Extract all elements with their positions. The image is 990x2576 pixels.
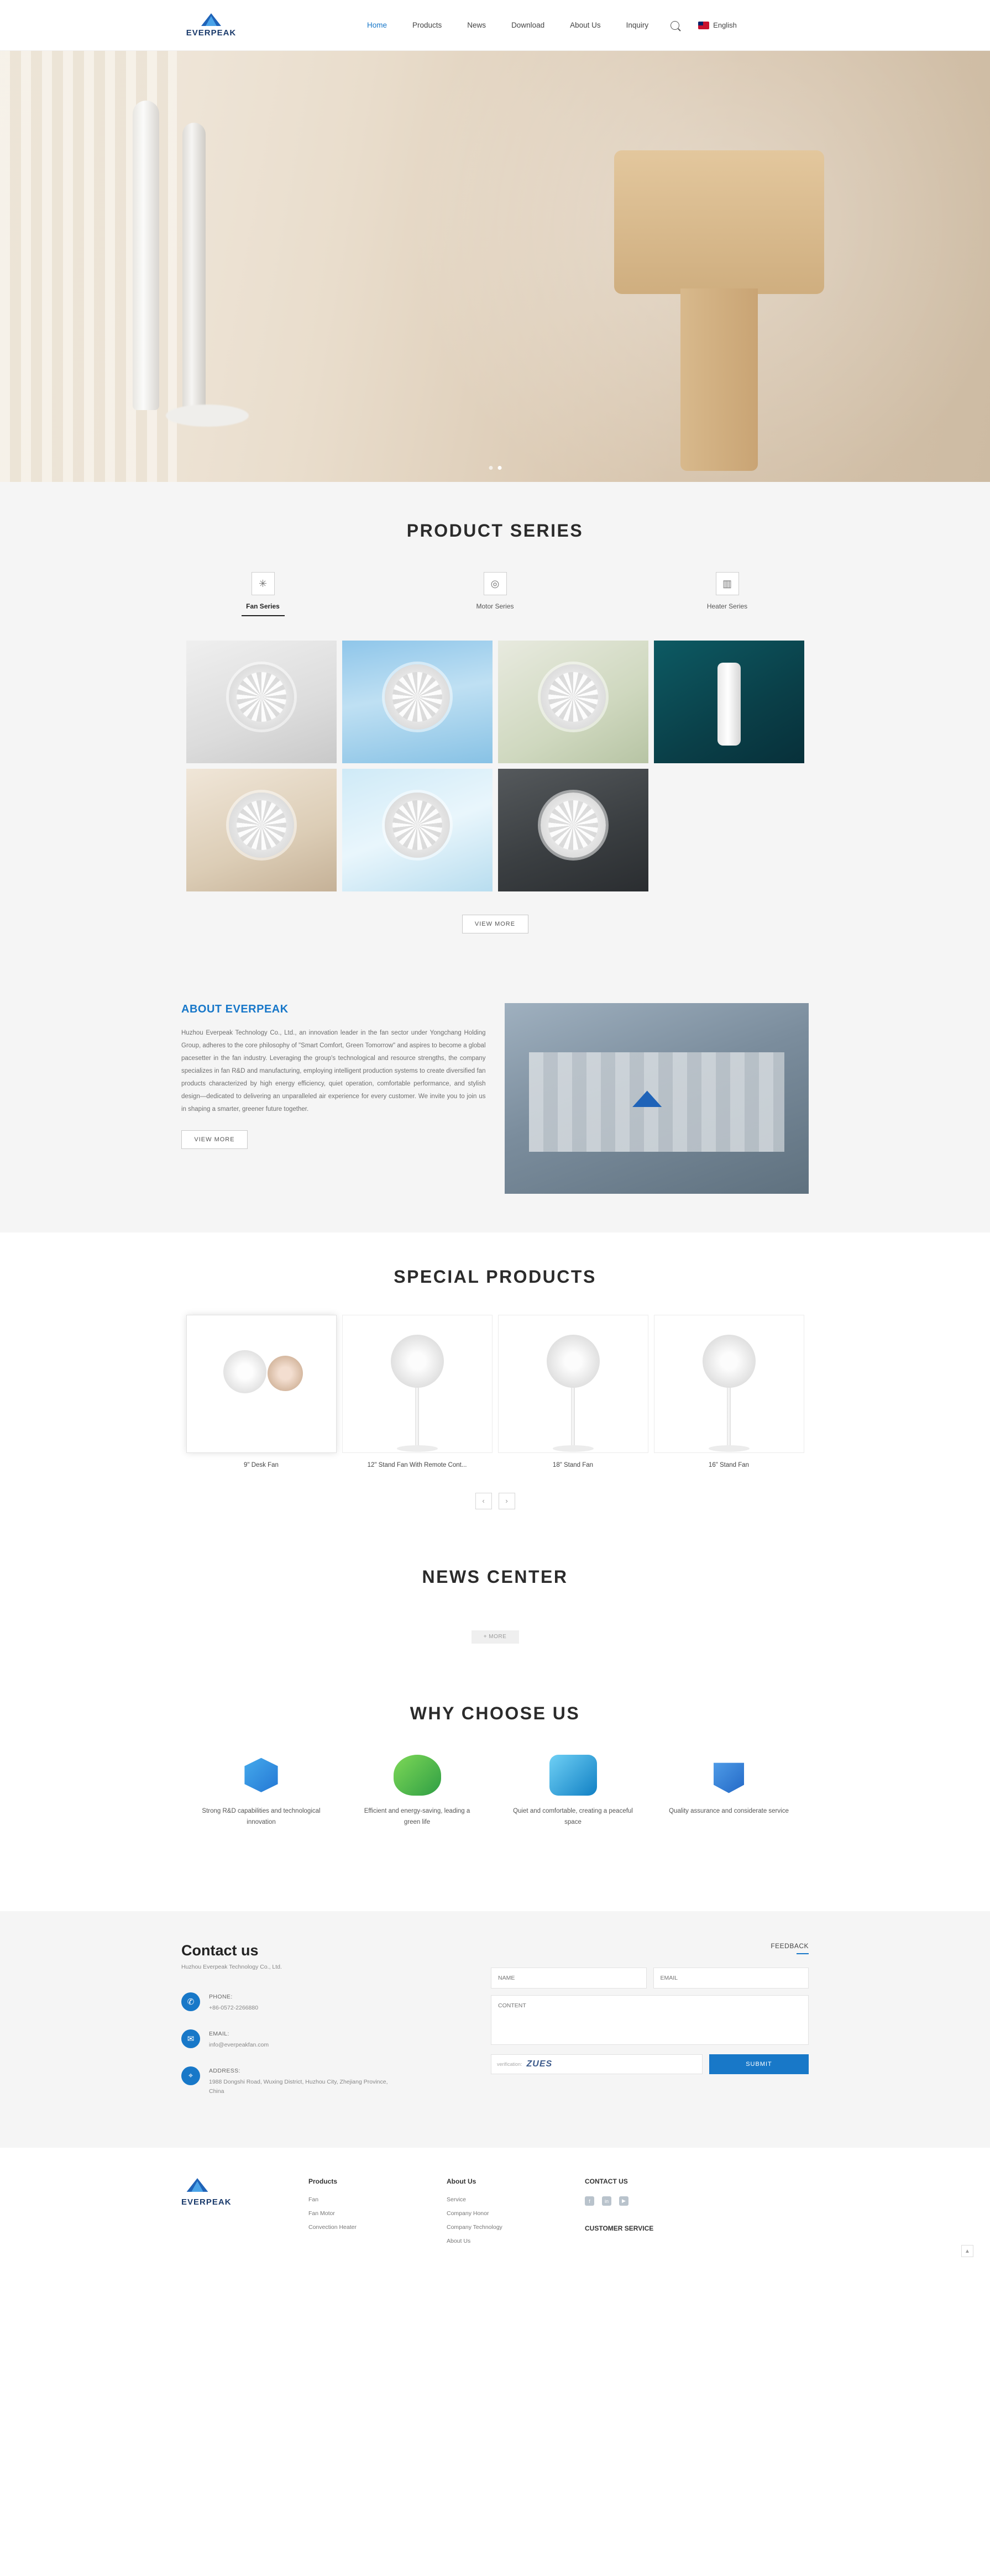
fan-head bbox=[703, 1335, 756, 1388]
hero-tower-fan-1 bbox=[133, 101, 159, 410]
special-product-card-1[interactable] bbox=[186, 1315, 337, 1468]
product-card-tower-fan[interactable] bbox=[654, 641, 804, 763]
tower-fan-illustration bbox=[717, 663, 741, 746]
footer-contact-column bbox=[585, 2178, 723, 2252]
nav-item-products[interactable]: Products bbox=[412, 21, 442, 29]
uk-flag-icon bbox=[698, 22, 709, 29]
hero-wood-table-top bbox=[614, 150, 824, 294]
product-card-industrial-box-fan[interactable] bbox=[498, 769, 648, 891]
special-product-image-1 bbox=[186, 1315, 337, 1453]
hero-dot-2[interactable] bbox=[497, 466, 501, 470]
category-tab-fan-series[interactable] bbox=[227, 572, 299, 616]
contact-label-phone: PHONE: bbox=[209, 1993, 233, 2001]
footer-products-column bbox=[308, 2178, 447, 2252]
contact-title: Contact us bbox=[181, 1942, 259, 1959]
fan-head-white bbox=[223, 1350, 266, 1393]
motor-icon: ◎ bbox=[484, 572, 507, 595]
fan-pole bbox=[415, 1388, 419, 1445]
footer-about-column bbox=[447, 2178, 585, 2252]
footer-about-title: About Us bbox=[447, 2178, 476, 2186]
location-icon: ⌖ bbox=[181, 2066, 200, 2085]
logo-text: EVERPEAK bbox=[186, 28, 237, 38]
contact-info-column bbox=[181, 1942, 469, 2112]
special-products-title: SPECIAL PRODUCTS bbox=[394, 1266, 596, 1287]
news-title: NEWS CENTER bbox=[422, 1566, 568, 1587]
special-product-card-3[interactable] bbox=[498, 1315, 648, 1468]
special-product-name-3: 18" Stand Fan bbox=[552, 1461, 594, 1468]
fan-illustration bbox=[385, 664, 450, 730]
phone-icon: ✆ bbox=[181, 1992, 200, 2011]
fan-illustration bbox=[385, 793, 450, 858]
special-product-card-2[interactable] bbox=[342, 1315, 493, 1468]
about-text-column bbox=[181, 1003, 486, 1194]
scroll-to-top-icon[interactable]: ▲ bbox=[961, 2245, 973, 2257]
hero-dots bbox=[489, 466, 501, 470]
footer-link-fan-motor[interactable]: Fan Motor bbox=[308, 2210, 335, 2217]
stand-fan-illustration bbox=[384, 1335, 451, 1445]
hero-wood-table-leg bbox=[680, 288, 758, 471]
stand-fan-illustration bbox=[540, 1335, 606, 1445]
footer-link-company-technology[interactable]: Company Technology bbox=[447, 2224, 502, 2231]
fan-illustration bbox=[229, 664, 294, 730]
fan-illustration bbox=[541, 664, 606, 730]
fan-head-bronze bbox=[268, 1356, 303, 1391]
contact-subtitle: Huzhou Everpeak Technology Co., Ltd. bbox=[181, 1964, 282, 1971]
about-view-more-button[interactable]: VIEW MORE bbox=[181, 1130, 248, 1149]
special-product-card-4[interactable] bbox=[654, 1315, 804, 1468]
quiet-fan-icon bbox=[549, 1755, 597, 1796]
footer-link-fan[interactable]: Fan bbox=[308, 2196, 319, 2203]
cube-innovation-icon bbox=[238, 1755, 285, 1796]
why-item-4 bbox=[654, 1755, 804, 1828]
contact-section bbox=[0, 1911, 990, 2148]
contact-item-address bbox=[181, 2066, 469, 2096]
category-label-motor: Motor Series bbox=[476, 602, 514, 610]
product-card-blue-sky-fan[interactable] bbox=[342, 641, 493, 763]
product-grid bbox=[181, 641, 809, 891]
special-products-grid bbox=[181, 1315, 809, 1468]
special-products-carousel-nav bbox=[181, 1493, 809, 1509]
fan-pole bbox=[727, 1388, 731, 1445]
logo[interactable] bbox=[178, 13, 244, 38]
carousel-next-icon[interactable]: › bbox=[499, 1493, 515, 1509]
fan-icon: ✳ bbox=[252, 572, 275, 595]
footer-logo-text: EVERPEAK bbox=[181, 2197, 232, 2207]
nav-item-home[interactable]: Home bbox=[367, 21, 387, 29]
special-product-name-4: 16" Stand Fan bbox=[708, 1461, 750, 1468]
footer-link-company-honor[interactable]: Company Honor bbox=[447, 2210, 489, 2217]
content-textarea[interactable] bbox=[491, 1995, 809, 2045]
contact-value-address: 1988 Dongshi Road, Wuxing District, Huzhou City, Zhejiang Province, China bbox=[209, 2078, 388, 2095]
contact-label-address: ADDRESS: bbox=[209, 2067, 240, 2074]
fan-pole bbox=[571, 1388, 575, 1445]
email-icon: ✉ bbox=[181, 2029, 200, 2048]
fan-base bbox=[709, 1445, 750, 1452]
footer-contact-title: CONTACT US bbox=[585, 2178, 628, 2186]
footer-social-links bbox=[585, 2196, 723, 2206]
hero-banner[interactable] bbox=[0, 51, 990, 482]
feedback-title: FEEDBACK bbox=[771, 1942, 809, 1954]
why-text-2: Efficient and energy-saving, leading a green life bbox=[364, 1807, 470, 1826]
about-factory-image bbox=[505, 1003, 809, 1194]
main-nav bbox=[367, 21, 648, 29]
why-text-1: Strong R&D capabilities and technological innovation bbox=[202, 1807, 321, 1826]
hero-tower-fan-2 bbox=[182, 123, 206, 410]
about-title: ABOUT EVERPEAK bbox=[181, 1003, 289, 1015]
hero-fan-base bbox=[166, 405, 249, 427]
service-person-icon bbox=[705, 1755, 753, 1796]
captcha-label: verification: bbox=[497, 2061, 522, 2068]
why-grid bbox=[181, 1755, 809, 1828]
product-card-rechargeable-fan[interactable] bbox=[186, 769, 337, 891]
about-section bbox=[0, 967, 990, 1232]
product-series-section bbox=[0, 482, 990, 967]
submit-button[interactable]: SUBMIT bbox=[709, 2054, 809, 2074]
category-label-heater: Heater Series bbox=[706, 602, 748, 610]
news-more-button[interactable]: + MORE bbox=[472, 1630, 519, 1644]
language-switcher[interactable] bbox=[698, 21, 737, 29]
feedback-form bbox=[491, 1968, 809, 2074]
site-footer bbox=[0, 2148, 990, 2274]
contact-value-email: info@everpeakfan.com bbox=[209, 2041, 269, 2048]
nav-item-inquiry[interactable]: Inquiry bbox=[626, 21, 649, 29]
search-icon[interactable] bbox=[671, 21, 679, 30]
special-product-image-4 bbox=[654, 1315, 804, 1453]
product-card-outdoor-solar-fan[interactable] bbox=[498, 641, 648, 763]
product-card-desk-fan-white[interactable] bbox=[186, 641, 337, 763]
special-product-name-2: 12" Stand Fan With Remote Cont... bbox=[367, 1461, 467, 1468]
special-product-image-2 bbox=[342, 1315, 493, 1453]
footer-link-convection-heater[interactable]: Convection Heater bbox=[308, 2224, 357, 2231]
footer-logo[interactable] bbox=[181, 2178, 308, 2252]
product-series-title: PRODUCT SERIES bbox=[406, 521, 584, 541]
why-choose-us-title: WHY CHOOSE US bbox=[410, 1703, 580, 1723]
product-card-mini-blue-fan[interactable] bbox=[342, 769, 493, 891]
email-input[interactable] bbox=[653, 1968, 809, 1989]
special-products-section bbox=[0, 1232, 990, 1531]
special-product-image-3 bbox=[498, 1315, 648, 1453]
stand-fan-illustration bbox=[696, 1335, 762, 1445]
language-label: English bbox=[713, 21, 737, 29]
heater-icon: ▥ bbox=[716, 572, 739, 595]
captcha-image: ZUES bbox=[526, 2059, 553, 2069]
news-section bbox=[0, 1531, 990, 1669]
desk-fan-illustration bbox=[220, 1350, 303, 1401]
product-view-more-button[interactable]: VIEW MORE bbox=[462, 915, 528, 933]
why-item-3 bbox=[498, 1755, 648, 1828]
youtube-icon[interactable]: ▶ bbox=[619, 2196, 628, 2206]
contact-label-email: EMAIL: bbox=[209, 2030, 229, 2037]
category-label-fan: Fan Series bbox=[246, 602, 280, 610]
contact-list bbox=[181, 1992, 469, 2096]
contact-value-phone: +86-0572-2266880 bbox=[209, 2005, 259, 2012]
nav-item-about-us[interactable]: About Us bbox=[570, 21, 601, 29]
why-choose-us-section bbox=[0, 1669, 990, 1911]
product-category-tabs bbox=[181, 572, 809, 616]
category-tab-heater-series[interactable] bbox=[692, 572, 763, 616]
linkedin-icon[interactable]: in bbox=[602, 2196, 611, 2206]
carousel-prev-icon[interactable]: ‹ bbox=[475, 1493, 492, 1509]
fan-illustration bbox=[229, 793, 294, 858]
why-item-1 bbox=[186, 1755, 337, 1828]
fan-head bbox=[391, 1335, 444, 1388]
hero-dot-1[interactable] bbox=[489, 466, 493, 470]
why-text-3: Quiet and comfortable, creating a peaceful space bbox=[513, 1807, 633, 1826]
special-product-name-1: 9" Desk Fan bbox=[244, 1461, 279, 1468]
contact-item-phone bbox=[181, 1992, 469, 2013]
feedback-form-column bbox=[469, 1942, 809, 2112]
nav-item-news[interactable]: News bbox=[467, 21, 486, 29]
captcha-field[interactable] bbox=[491, 2054, 703, 2074]
fan-base bbox=[553, 1445, 594, 1452]
category-active-underline bbox=[242, 615, 285, 616]
about-description: Huzhou Everpeak Technology Co., Ltd., an innovation leader in the fan sector under Yongchang Holding Group, adheres to the core philosophy of "Smart Comfort, Green Tomorrow" and aspires to become a global pacesetter in the fan industry. Leveraging the group's technological and resource strengths, the company specializes in fan R&D and manufacturing, employing intelligent production systems to create diversified fan products characterized by high energy efficiency, quiet operation, comfortable performance, and stylish design—dedicated to delivering an unparalleled air experience for every customer. We invite you to join us in shaping a smarter, greener future together. bbox=[181, 1029, 486, 1113]
footer-link-service[interactable]: Service bbox=[447, 2196, 467, 2203]
footer-products-title: Products bbox=[308, 2178, 338, 2186]
why-item-2 bbox=[342, 1755, 493, 1828]
footer-customer-service-title: CUSTOMER SERVICE bbox=[585, 2225, 654, 2233]
category-tab-motor-series[interactable] bbox=[459, 572, 531, 616]
logo-peak-icon bbox=[197, 13, 226, 27]
why-text-4: Quality assurance and considerate service bbox=[669, 1807, 789, 1814]
fan-illustration bbox=[541, 793, 606, 858]
fan-base bbox=[397, 1445, 438, 1452]
contact-item-email bbox=[181, 2029, 469, 2050]
facebook-icon[interactable]: f bbox=[585, 2196, 594, 2206]
header-utilities bbox=[671, 21, 737, 30]
site-header bbox=[0, 0, 990, 51]
name-input[interactable] bbox=[491, 1968, 647, 1989]
footer-link-about-us[interactable]: About Us bbox=[447, 2238, 471, 2245]
feedback-header bbox=[491, 1942, 809, 1954]
nav-item-download[interactable]: Download bbox=[511, 21, 545, 29]
fan-head bbox=[547, 1335, 600, 1388]
green-leaf-icon bbox=[394, 1755, 441, 1796]
